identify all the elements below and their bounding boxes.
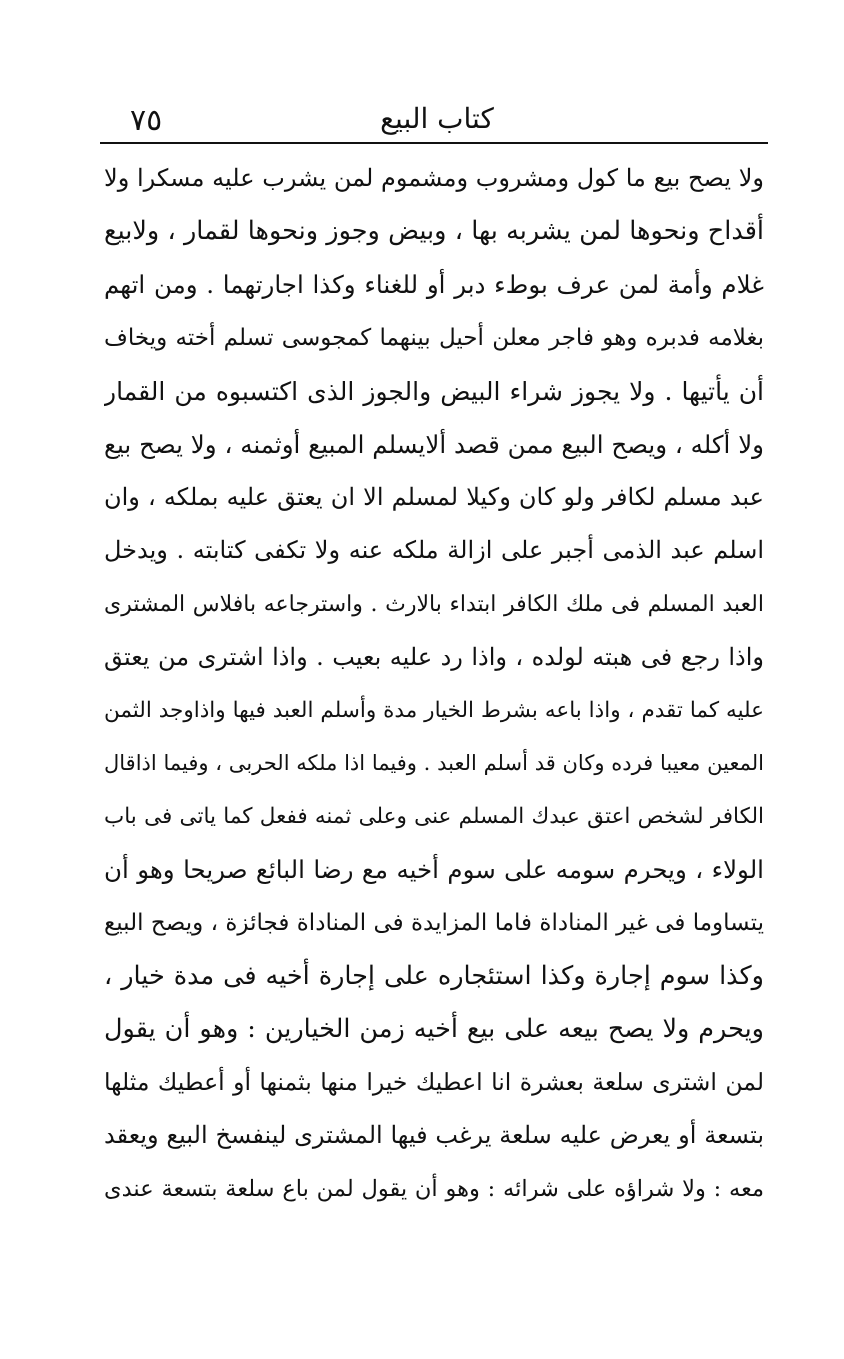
text-line: ولا يصح بيع ما كول ومشروب ومشموم لمن يشرب عليه مسكرا ولا bbox=[104, 164, 764, 192]
text-line: أقداح ونحوها لمن يشربه بها ، وبيض وجوز ونحوها لقمار ، ولابيع bbox=[104, 216, 764, 247]
text-line: يتساوما فى غير المناداة فاما المزايدة فى المناداة فجائزة ، ويصح البيع bbox=[104, 909, 764, 936]
text-line: وكذا سوم إجارة وكذا استئجاره على إجارة أخيه فى مدة خيار ، bbox=[104, 960, 764, 991]
text-line: الولاء ، ويحرم سومه على سوم أخيه مع رضا البائع صريحا وهو أن bbox=[104, 855, 764, 885]
text-line: المعين معيبا فرده وكان قد أسلم العبد . وفيما اذا ملكه الحربى ، وفيما اذاقال bbox=[104, 751, 764, 776]
text-line: العبد المسلم فى ملك الكافر ابتداء بالارث . واسترجاعه بافلاس المشترى bbox=[104, 591, 764, 617]
text-line: ولا أكله ، ويصح البيع ممن قصد ألايسلم المبيع أوثمنه ، ولا يصح بيع bbox=[104, 429, 764, 459]
page-header bbox=[104, 96, 770, 142]
text-line: عبد مسلم لكافر ولو كان وكيلا لمسلم الا ان يعتق عليه بملكه ، وان bbox=[104, 483, 764, 512]
text-line: بتسعة أو يعرض عليه سلعة يرغب فيها المشترى لينفسخ البيع ويعقد bbox=[104, 1121, 764, 1150]
body-text bbox=[104, 152, 764, 1216]
text-line: معه : ولا شراؤه على شرائه : وهو أن يقول لمن باع سلعة بتسعة عندى bbox=[104, 1175, 764, 1202]
text-line: ويحرم ولا يصح بيعه على بيع أخيه زمن الخيارين : وهو أن يقول bbox=[104, 1014, 764, 1044]
text-line: عليه كما تقدم ، واذا باعه بشرط الخيار مدة وأسلم العبد فيها واذاوجد الثمن bbox=[104, 697, 764, 723]
text-line: الكافر لشخص اعتق عبدك المسلم عنى وعلى ثمنه ففعل كما ياتى فى باب bbox=[104, 804, 764, 830]
page-number: ٧٥ bbox=[130, 103, 163, 138]
text-line: واذا رجع فى هبته لولده ، واذا رد عليه بعيب . واذا اشترى من يعتق bbox=[104, 642, 764, 671]
text-line: أن يأتيها . ولا يجوز شراء البيض والجوز الذى اكتسبوه من القمار bbox=[104, 376, 764, 406]
text-line: اسلم عبد الذمى أجبر على ازالة ملكه عنه ولا تكفى كتابته . ويدخل bbox=[104, 536, 764, 565]
text-line: لمن اشترى سلعة بعشرة انا اعطيك خيرا منها بثمنها أو أعطيك مثلها bbox=[104, 1068, 764, 1097]
text-line: بغلامه فدبره وهو فاجر معلن أحيل بينهما كمجوسى تسلم أخته ويخاف bbox=[104, 324, 764, 351]
header-rule bbox=[100, 142, 768, 144]
running-title: كتاب البيع bbox=[380, 102, 494, 135]
text-line: غلام وأمة لمن عرف بوطء دبر أو للغناء وكذا اجارتهما . ومن اتهم bbox=[104, 270, 764, 300]
